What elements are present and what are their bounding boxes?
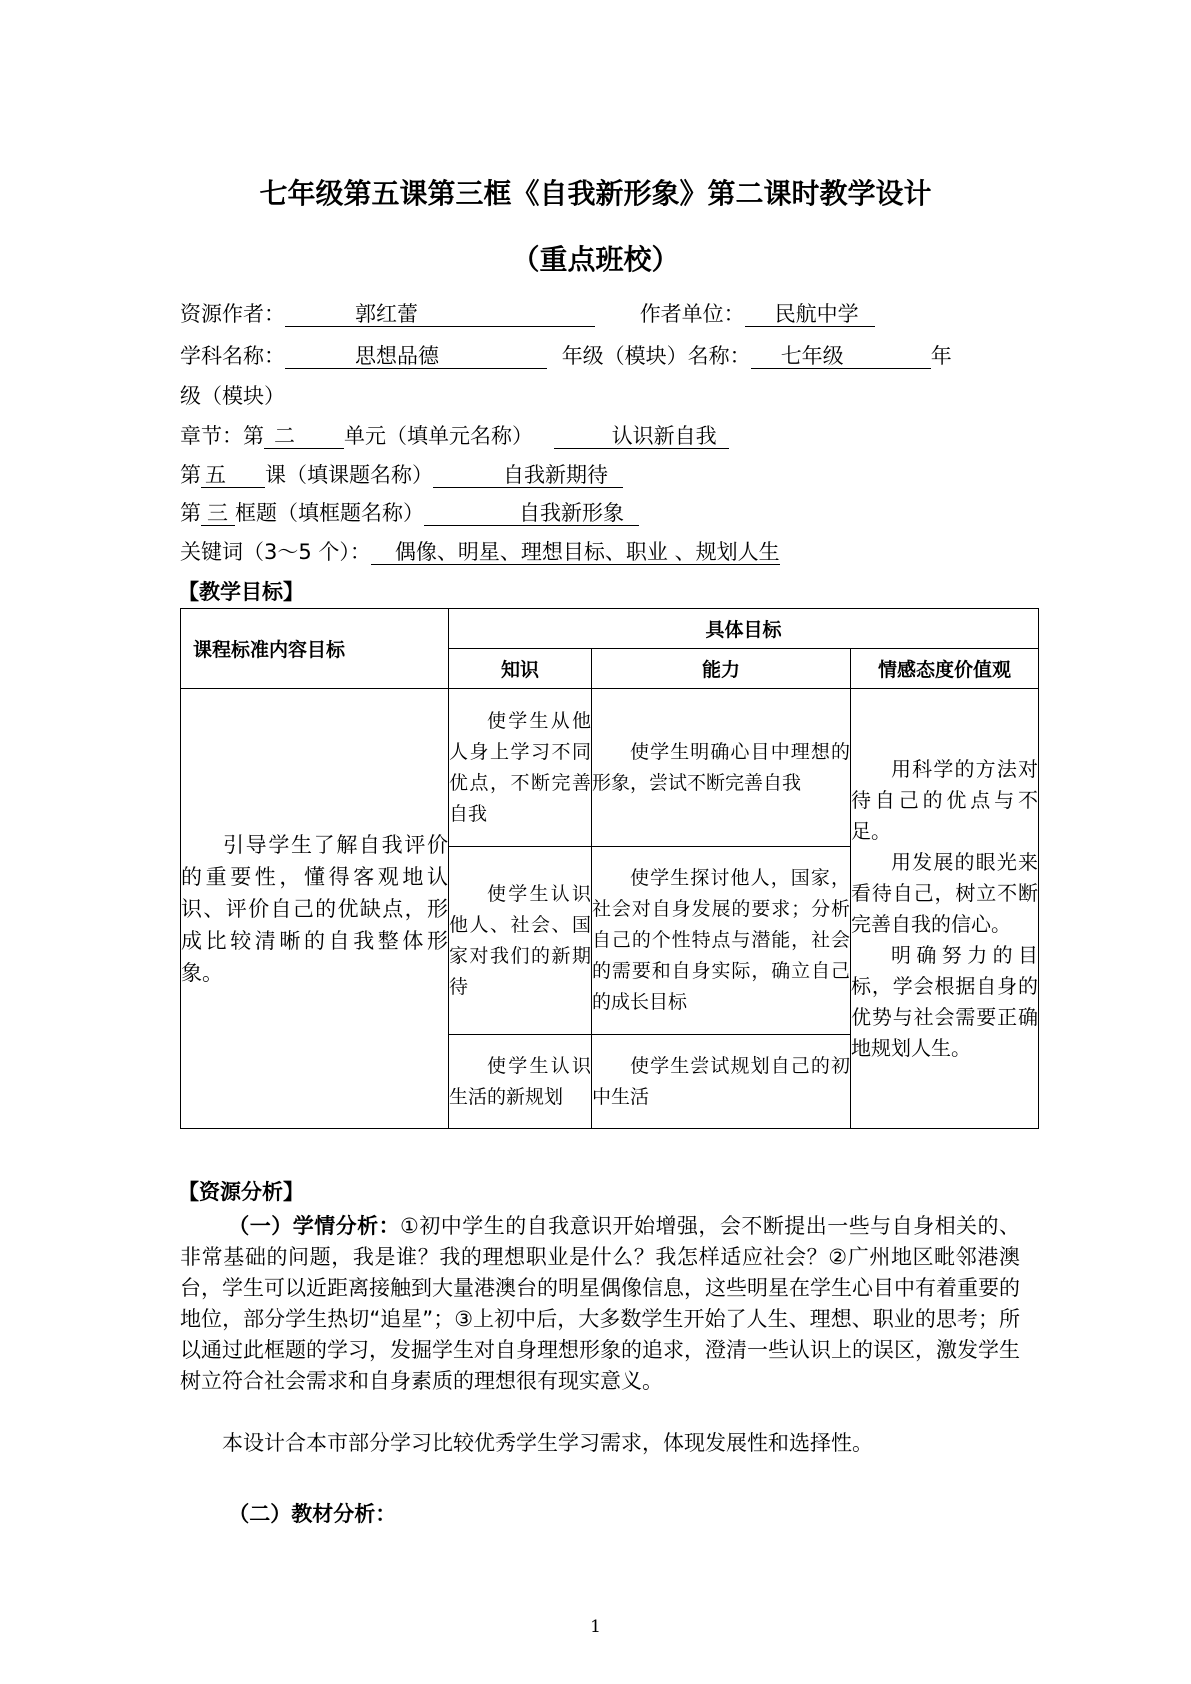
frame-name: 自我新形象 <box>424 501 639 526</box>
header-specific: 具体目标 <box>449 609 1039 649</box>
teaching-goals-table <box>180 608 1039 1129</box>
lesson-number: 五 <box>201 463 265 488</box>
unit-label: 作者单位： <box>639 302 745 326</box>
ability-cell: 使学生探讨他人，国家，社会对自身发展的要求；分析自己的个性特点与潜能，社会的需要和自身实际，确立自己的成长目标 <box>592 847 851 1035</box>
subject-value: 思想品德 <box>285 344 547 369</box>
knowledge-cell: 使学生认识他人、社会、国家对我们的新期待 <box>449 847 592 1035</box>
learner-analysis-heading: （一）学情分析： <box>228 1214 401 1238</box>
subject-label: 学科名称： <box>180 344 285 368</box>
keywords-value: 偶像、明星、理想目标、职业 、规划人生 <box>371 540 780 565</box>
frame-number: 三 <box>201 501 235 526</box>
unit-value: 民航中学 <box>745 302 875 327</box>
header-knowledge: 知识 <box>449 649 592 689</box>
subject-line <box>180 340 952 370</box>
textbook-analysis-heading: （二）教材分析： <box>228 1502 397 1526</box>
emotion-goal-cell <box>851 689 1039 1129</box>
lesson-line <box>180 459 623 489</box>
emotion-goal: 明确努力的目标，学会根据自身的优势与社会需要正确地规划人生。 <box>851 942 1038 1060</box>
ability-cell: 使学生尝试规划自己的初中生活 <box>592 1035 851 1129</box>
document-title: 七年级第五课第三框《自我新形象》第二课时教学设计 <box>259 177 932 210</box>
knowledge-cell: 使学生认识生活的新规划 <box>449 1035 592 1129</box>
grade-wrap: 级（模块） <box>180 384 285 408</box>
design-note-paragraph: 本设计合本市部分学习比较优秀学生学习需求，体现发展性和选择性。 <box>222 1431 873 1455</box>
frame-label: 第 <box>180 501 201 525</box>
grade-value: 七年级 <box>751 344 931 369</box>
section-heading-resources: 【资源分析】 <box>178 1180 304 1204</box>
frame-line <box>180 497 639 527</box>
keywords-label: 关键词（3～5 个）： <box>180 540 371 564</box>
chapter-label: 章节：第 <box>180 424 264 448</box>
header-emotion: 情感态度价值观 <box>851 649 1039 689</box>
header-ability: 能力 <box>592 649 851 689</box>
emotion-goal: 用发展的眼光来看待自己，树立不断完善自我的信心。 <box>851 849 1038 936</box>
lesson-name: 自我新期待 <box>433 463 623 488</box>
emotion-goal: 用科学的方法对待自己的优点与不足。 <box>851 756 1038 843</box>
ability-cell: 使学生明确心目中理想的形象，尝试不断完善自我 <box>592 689 851 847</box>
chapter-number: 二 <box>264 424 344 449</box>
frame-mid: 框题（填框题名称） <box>235 501 424 525</box>
page-number: 1 <box>590 1617 601 1637</box>
learner-analysis-body: ①初中学生的自我意识开始增强，会不断提出一些与自身相关的、非常基础的问题，我是谁？我的理想职业是什么？我怎样适应社会？②广州地区毗邻港澳台，学生可以近距离接触到大量港澳台的明星偶像信息，这些明星在学生心目中有着重要的地位，部分学生热切“追星”；③上初中后，大多数学生开始了人生、理想、职业的思考；所以通过此框题的学习，发掘学生对自身理想形象的追求，澄清一些认识上的误区，激发学生树立符合社会需求和自身素质的理想很有现实意义。 <box>180 1214 1020 1393</box>
chapter-mid: 单元（填单元名称） <box>344 424 533 448</box>
section-heading-goals: 【教学目标】 <box>178 580 304 604</box>
grade-label: 年级（模块）名称： <box>561 344 751 368</box>
keywords-line <box>180 536 780 566</box>
chapter-line <box>180 420 729 450</box>
author-label: 资源作者： <box>180 302 285 326</box>
chapter-name: 认识新自我 <box>554 424 729 449</box>
learner-analysis-paragraph <box>180 1211 1020 1397</box>
document-subtitle: （重点班校） <box>511 243 680 276</box>
author-value: 郭红蕾 <box>285 302 595 327</box>
lesson-mid: 课（填课题名称） <box>265 463 433 487</box>
author-line <box>180 298 875 328</box>
grade-suffix: 年 <box>930 344 952 368</box>
header-standard: 课程标准内容目标 <box>181 609 449 689</box>
standard-goal-cell: 引导学生了解自我评价的重要性，懂得客观地认识、评价自己的优缺点，形成比较清晰的自我整体形象。 <box>181 689 449 1129</box>
knowledge-cell: 使学生从他人身上学习不同优点，不断完善自我 <box>449 689 592 847</box>
lesson-label: 第 <box>180 463 201 487</box>
